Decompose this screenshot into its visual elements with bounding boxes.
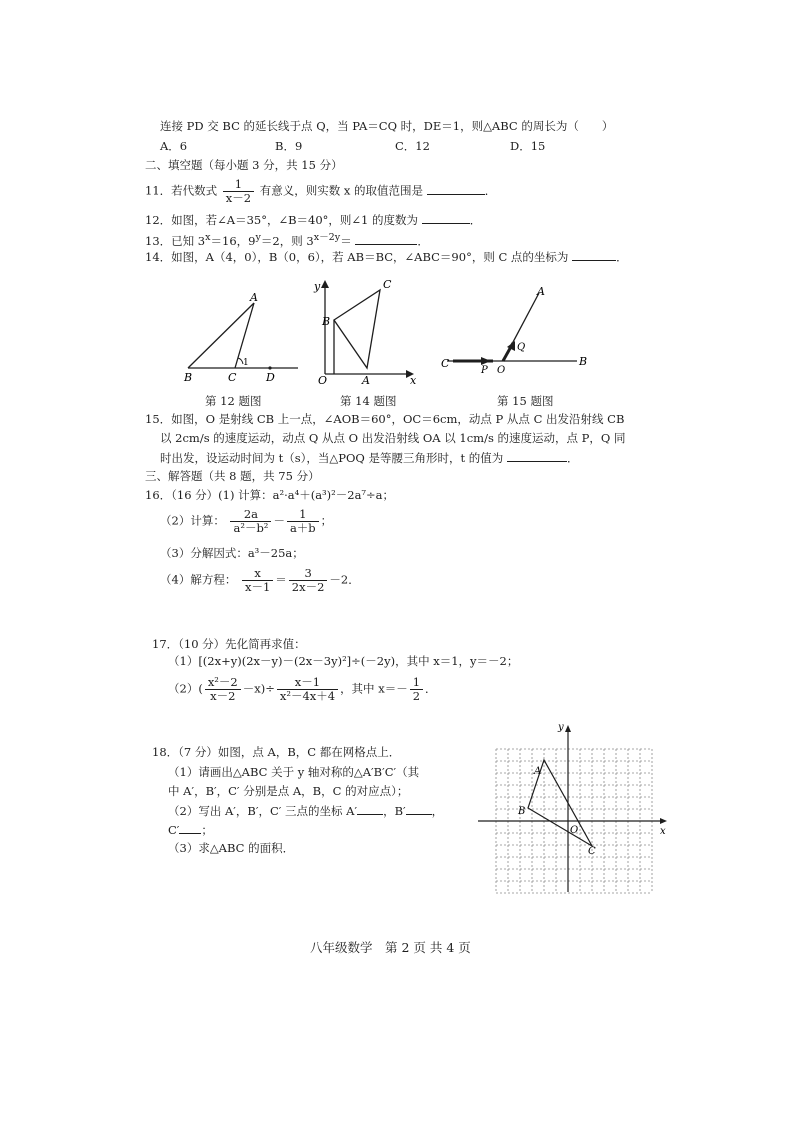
q10-option-b: B．9 xyxy=(275,139,303,153)
q10-option-c: C．12 xyxy=(395,139,430,153)
fig15-label-a: A xyxy=(537,285,545,298)
fig12-label-c: C xyxy=(228,371,237,384)
fig15-caption: 第 15 题图 xyxy=(497,394,554,408)
q16-p2-frac1 xyxy=(230,508,271,535)
q17-p2-frac2 xyxy=(277,676,338,703)
q17-p2-den1: x－2 xyxy=(210,689,236,703)
q17-p2-den3: 2 xyxy=(412,689,421,703)
q16-title: 16．（16 分）(1) 计算： xyxy=(145,488,273,502)
fig12-label-1: 1 xyxy=(243,358,249,368)
q16-p2-minus: － xyxy=(273,513,285,528)
q17-p2-den2: x²－4x＋4 xyxy=(279,689,336,703)
q11: 11．若代数式 $\frac{1}{x-2}$ 有意义，则实数 x 的取值范围是 ． xyxy=(145,177,497,205)
q16-p2-num2: 1 xyxy=(287,508,319,522)
q16-p2-den2: a＋b xyxy=(289,521,316,535)
q17-p2-frac1 xyxy=(205,676,241,703)
q16-p2-den1: a²－b² xyxy=(233,521,269,535)
figure-14 xyxy=(312,278,422,386)
q18-part2a xyxy=(168,802,443,819)
q17-p2-mid: －x)÷ xyxy=(242,681,275,696)
q17-part2 xyxy=(168,676,437,703)
q10-option-a: A．6 xyxy=(160,139,188,153)
q11-fraction xyxy=(223,178,254,205)
q15-line2: 以 2cm/s 的速度运动，动点 Q 从点 O 出发沿射线 OA 以 1cm/s 的速度运动，点 P，Q 同 xyxy=(160,431,626,445)
q11-pre: 11．若代数式 xyxy=(145,183,218,198)
q11-num: 1 xyxy=(223,178,254,192)
q17-p2-cond: ，其中 x＝－ xyxy=(340,681,408,696)
section3-heading: 三、解答题（共 8 题，共 75 分） xyxy=(145,469,320,483)
fig18-label-x: x xyxy=(660,826,666,837)
fig15-label-p: P xyxy=(481,365,488,375)
q16-p4-frac1 xyxy=(242,567,273,594)
q16-p4-end: －2． xyxy=(329,572,360,587)
fig14-caption: 第 14 题图 xyxy=(340,394,397,408)
q16-part3: （3）分解因式：a³－25a； xyxy=(160,546,304,560)
fig14-label-x: x xyxy=(410,374,417,386)
q13-sup1: x xyxy=(205,232,211,243)
q13-mid2: ＝2，则 3 xyxy=(260,233,314,248)
q16-p4-den2: 2x－2 xyxy=(291,580,325,594)
q13: 13．已知 $3^x=16$，$9^y=2$，则 $3^{x-2y}=$ ． xyxy=(145,232,429,248)
q11-post: 有意义，则实数 x 的取值范围是 xyxy=(259,183,424,198)
q18-p2c-text: ， xyxy=(431,804,444,818)
q18-p2d-text: C′ xyxy=(168,823,180,837)
q17-p2-num2: x－1 xyxy=(277,676,338,690)
q17-part1: （1）[(2x+y)(2x－y)－(2x－3y)²]÷(－2y)，其中 x＝1，y＝－2； xyxy=(168,654,519,668)
fig14-label-c: C xyxy=(383,278,392,291)
q17-p2-num3: 1 xyxy=(410,676,423,690)
q16-p2-end: ； xyxy=(320,513,333,528)
q18-p2a-text: （2）写出 A′，B′，C′ 三点的坐标 A′ xyxy=(168,804,358,818)
fig15-label-q: Q xyxy=(517,342,526,353)
fig15-label-c: C xyxy=(441,357,450,370)
fig14-label-o: O xyxy=(318,374,328,386)
section2-heading: 二、填空题（每小题 3 分，共 15 分） xyxy=(145,158,343,172)
q16-p4-num2: 3 xyxy=(289,567,328,581)
q16-part4 xyxy=(160,567,360,594)
q14-answer-blank[interactable] xyxy=(572,248,616,261)
figure-15 xyxy=(437,283,597,375)
fig18-label-o: O xyxy=(570,825,579,836)
fig18-label-b: B xyxy=(518,806,526,817)
fig15-label-o: O xyxy=(497,365,506,375)
q13-sup3: x－2y xyxy=(313,232,341,243)
fig18-label-a: A xyxy=(534,766,542,777)
q16-part1 xyxy=(145,487,394,503)
q16-p4-eq: ＝ xyxy=(275,572,287,587)
q16-p2-label: （2）计算： xyxy=(160,513,225,528)
q11-answer-blank[interactable] xyxy=(427,182,485,195)
q14: 14．如图，A（4，0），B（0，6），若 AB＝BC，∠ABC＝90°，则 C 点的坐标为 ． xyxy=(145,250,628,264)
q13-answer-blank[interactable] xyxy=(355,232,417,245)
q16-expr1: a²·a⁴＋(a³)²－2a⁷÷a； xyxy=(272,488,395,502)
q13-post: ＝ xyxy=(340,233,352,248)
page-footer: 八年级数学 第 2 页 共 4 页 xyxy=(310,940,471,955)
fig12-caption: 第 12 题图 xyxy=(205,394,262,408)
fig12-label-a: A xyxy=(250,291,258,304)
q18-b-prime-blank[interactable] xyxy=(406,802,432,815)
q10-option-d: D．15 xyxy=(510,139,546,153)
q18-title: 18．（7 分）如图，点 A，B，C 都在网格点上． xyxy=(152,745,401,759)
q15-line3: 时出发，设运动时间为 t（s），当△POQ 是等腰三角形时，t 的值为 ． xyxy=(160,451,579,465)
q18-part1b: 中 A′，B′，C′ 分别是点 A，B，C 的对应点）； xyxy=(168,784,409,798)
q15-line3-text: 时出发，设运动时间为 t（s），当△POQ 是等腰三角形时，t 的值为 xyxy=(160,451,504,465)
q18-p2e-text: ； xyxy=(201,823,213,837)
q13-pre: 13．已知 3 xyxy=(145,233,206,248)
q18-part3: （3）求△ABC 的面积． xyxy=(168,841,295,855)
q17-p2-num1: x²－2 xyxy=(205,676,241,690)
q10-stem: 连接 PD 交 BC 的延长线于点 Q，当 PA＝CQ 时，DE＝1，则△ABC 的周长为（ ） xyxy=(160,119,614,133)
q16-part2 xyxy=(160,508,332,535)
fig12-label-b: B xyxy=(184,371,193,384)
fig15-label-b: B xyxy=(579,355,588,368)
fig14-label-a: A xyxy=(362,374,370,386)
q15-line1: 15．如图，O 是射线 CB 上一点，∠AOB＝60°，OC＝6cm，动点 P 从点 C 出发沿射线 CB xyxy=(145,412,625,426)
q16-p2-num1: 2a xyxy=(230,508,271,522)
q16-p4-label: （4）解方程： xyxy=(160,572,237,587)
q16-p4-den1: x－1 xyxy=(244,580,271,594)
q17-p2-frac3 xyxy=(410,676,423,703)
q18-c-prime-blank[interactable] xyxy=(179,821,201,834)
q13-sup2: y xyxy=(255,232,261,243)
figure-12 xyxy=(180,285,310,385)
q18-a-prime-blank[interactable] xyxy=(357,802,383,815)
fig18-label-y: y xyxy=(558,722,564,733)
q18-part2b xyxy=(168,821,213,838)
fig14-label-b: B xyxy=(322,315,331,328)
q17-title: 17．（10 分）先化简再求值： xyxy=(152,637,306,651)
fig12-label-d: D xyxy=(266,371,275,384)
q12: 12．如图，若∠A＝35°，∠B＝40°，则∠1 的度数为 ． xyxy=(145,213,482,227)
fig18-label-c: C xyxy=(588,846,596,857)
q12-text: 12．如图，若∠A＝35°，∠B＝40°，则∠1 的度数为 xyxy=(145,213,419,227)
q16-p2-frac2 xyxy=(287,508,319,535)
q16-p4-frac2 xyxy=(289,567,328,594)
q15-answer-blank[interactable] xyxy=(507,449,567,462)
q12-answer-blank[interactable] xyxy=(422,211,470,224)
q18-part1a: （1）请画出△ABC 关于 y 轴对称的△A′B′C′（其 xyxy=(168,765,420,779)
q11-den: x－2 xyxy=(225,191,252,205)
q18-p2b-text: ，B′ xyxy=(383,804,406,818)
fig14-label-y: y xyxy=(314,280,321,293)
q14-text: 14．如图，A（4，0），B（0，6），若 AB＝BC，∠ABC＝90°，则 C 点的坐标为 xyxy=(145,250,569,264)
figure-18-grid xyxy=(478,722,673,897)
q17-p2-label: （2）( xyxy=(168,681,203,696)
q16-p4-num1: x xyxy=(242,567,273,581)
q17-p2-end: ． xyxy=(425,681,437,696)
q13-mid1: ＝16，9 xyxy=(210,233,256,248)
